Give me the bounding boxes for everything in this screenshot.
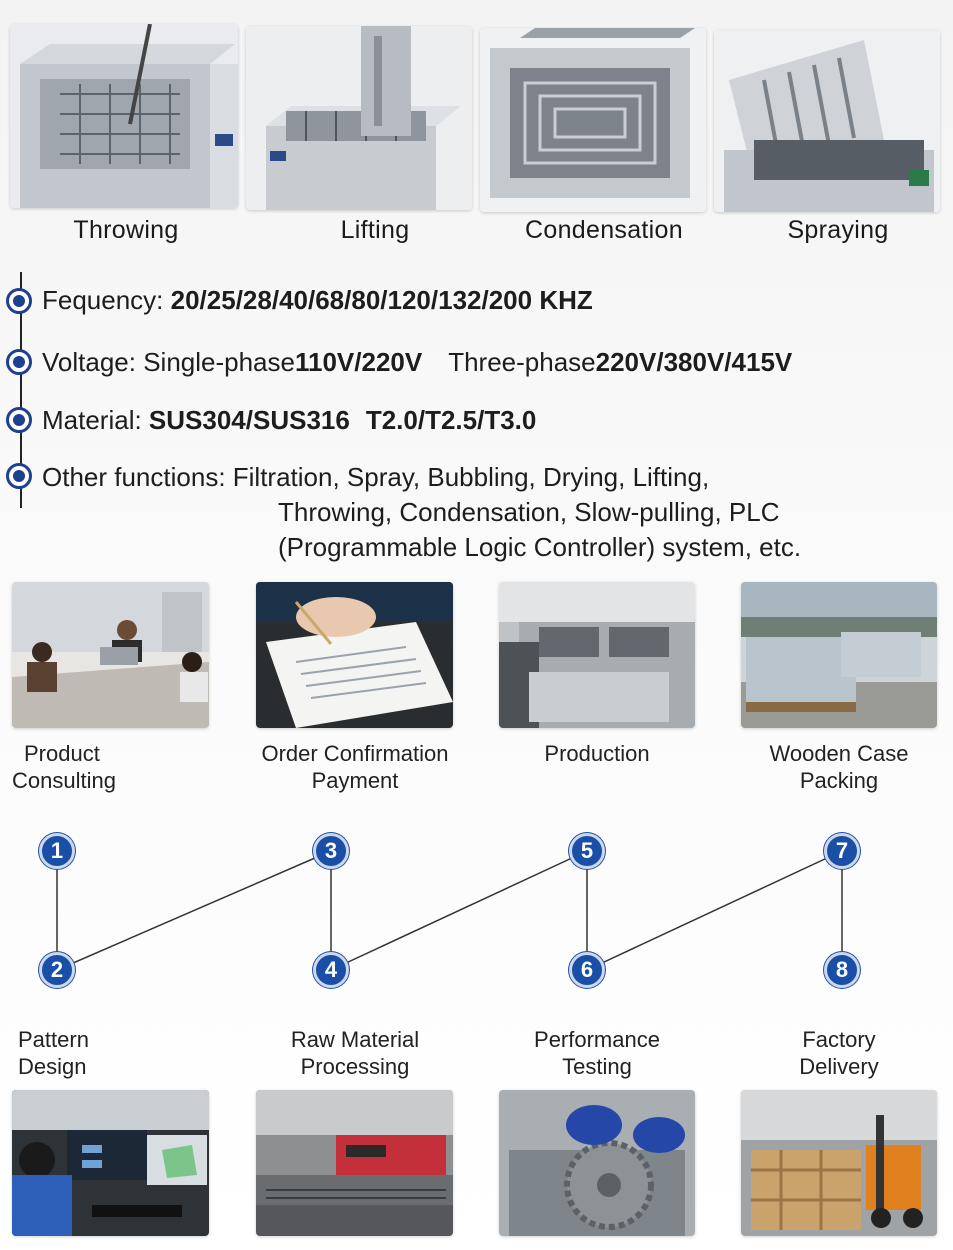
step-5-icon: 5: [569, 833, 605, 869]
process-label-factory-delivery: [736, 1026, 942, 1080]
spec-material-value-2: T2.0/T2.5/T3.0: [365, 405, 537, 435]
step-7-icon: 7: [824, 833, 860, 869]
step-6-icon: 6: [569, 952, 605, 988]
caption-line: Pattern: [18, 1027, 89, 1052]
spec-voltage-three-label: Three-phase: [448, 347, 596, 377]
pattern-design-photo: [12, 1090, 209, 1236]
caption-line: Processing: [300, 1054, 410, 1079]
step-4-icon: 4: [313, 952, 349, 988]
laser-cutter-image: [256, 1090, 453, 1236]
step-3-icon: 3: [313, 833, 349, 869]
forklift-delivery-image: [741, 1090, 937, 1236]
spec-voltage-three-value: 220V/380V/415V: [595, 347, 793, 377]
spec-frequency-value: 20/25/28/40/68/80/120/132/200 KHZ: [170, 285, 593, 315]
raw-material-processing-photo: [256, 1090, 453, 1236]
caption-line: Performance: [534, 1027, 660, 1052]
feature-label-throwing: Throwing: [73, 216, 179, 244]
spec-material-value-1: SUS304/SUS316: [148, 405, 350, 435]
caption-line: Production: [544, 741, 650, 766]
factory-delivery-photo: [741, 1090, 937, 1236]
step-1-icon: 1: [39, 833, 75, 869]
spec-material-label: Material:: [42, 405, 149, 435]
caption-line: Consulting: [12, 768, 116, 793]
design-workstation-image: [12, 1090, 209, 1236]
caption-line: Order Confirmation: [261, 741, 449, 766]
caption-line: Factory: [802, 1027, 876, 1052]
spec-voltage-single-label: Single-phase: [143, 347, 295, 377]
process-label-performance-testing: [494, 1026, 700, 1080]
feature-label-lifting: Lifting: [340, 216, 410, 244]
caption-line: Wooden Case: [769, 741, 909, 766]
spec-other-line-3: (Programmable Logic Controller) system, etc.: [278, 532, 802, 562]
performance-testing-photo: [499, 1090, 695, 1236]
spec-frequency-label: Fequency:: [42, 285, 171, 315]
caption-line: Payment: [311, 768, 399, 793]
gear-cleaning-image: [499, 1090, 695, 1236]
spec-other-label: Other functions:: [42, 462, 233, 492]
caption-line: Delivery: [799, 1054, 879, 1079]
process-label-pattern-design: [18, 1026, 168, 1080]
caption-line: Testing: [562, 1054, 632, 1079]
spec-other-line-2: Throwing, Condensation, Slow-pulling, PLC: [278, 497, 780, 527]
spec-other-line-1: Filtration, Spray, Bubbling, Drying, Lifting,: [232, 462, 710, 492]
spec-voltage-single-value: 110V/220V: [294, 347, 423, 377]
step-8-icon: 8: [824, 952, 860, 988]
caption-line: Product: [24, 741, 100, 766]
caption-line: Design: [18, 1054, 87, 1079]
spec-voltage-label: Voltage:: [42, 347, 144, 377]
feature-label-spraying: Spraying: [787, 216, 889, 244]
caption-line: Raw Material: [290, 1027, 420, 1052]
process-label-raw-material: [252, 1026, 458, 1080]
feature-label-condensation: Condensation: [525, 216, 683, 244]
caption-line: Packing: [799, 768, 879, 793]
step-2-icon: 2: [39, 952, 75, 988]
